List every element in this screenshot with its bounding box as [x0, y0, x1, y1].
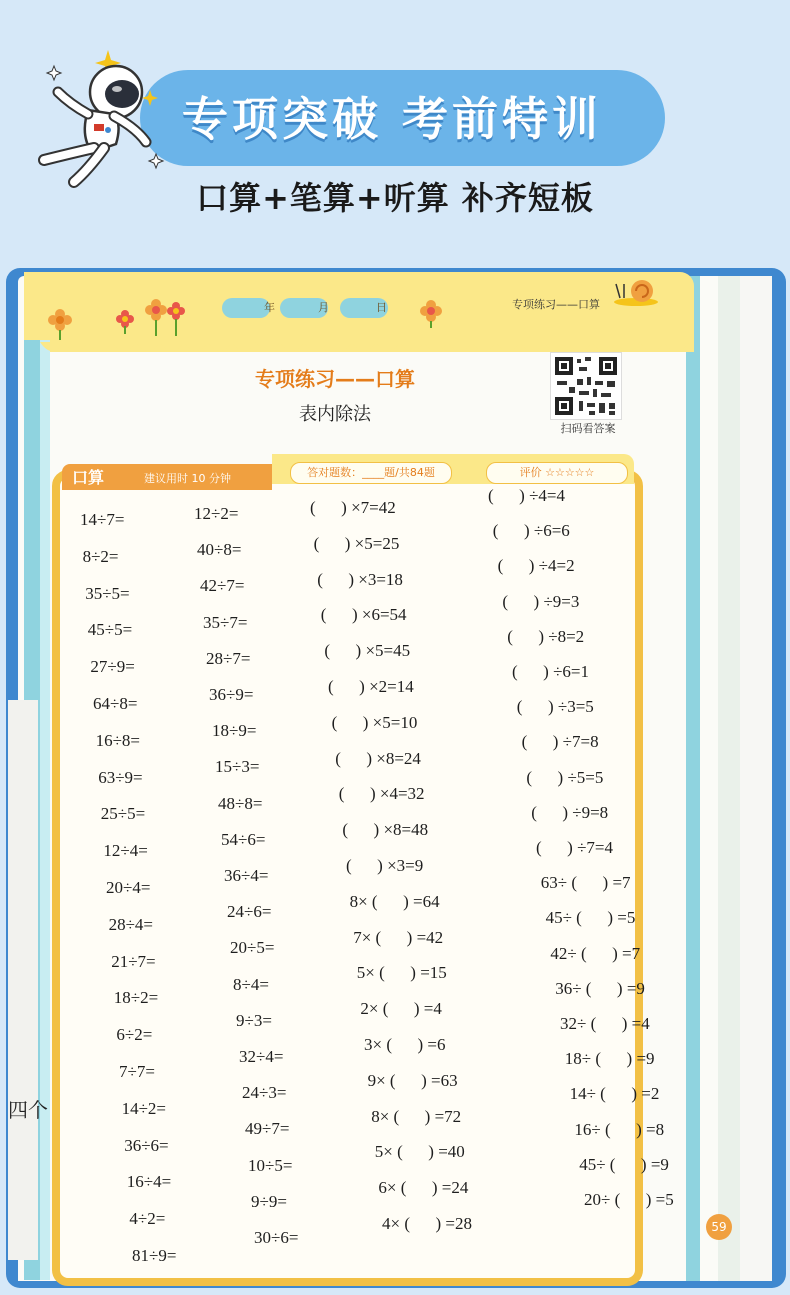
- math-problem[interactable]: 28÷7=: [206, 648, 251, 668]
- math-problem[interactable]: ( ) ÷9=8: [531, 802, 609, 822]
- suggested-time: 建议用时 10 分钟: [144, 472, 231, 485]
- math-problem[interactable]: ( ) ÷8=2: [507, 626, 585, 646]
- math-problem[interactable]: 36÷4=: [224, 866, 269, 885]
- math-problem[interactable]: 9× ( ) =63: [367, 1070, 458, 1090]
- math-problem[interactable]: 5× ( ) =15: [356, 963, 447, 983]
- math-problem[interactable]: 30÷6=: [254, 1228, 299, 1247]
- math-problem[interactable]: 48÷8=: [218, 793, 263, 813]
- math-problem[interactable]: ( ) ×3=9: [346, 856, 424, 875]
- math-problem[interactable]: 18÷9=: [212, 721, 257, 741]
- math-problem[interactable]: 20÷ ( ) =5: [584, 1190, 674, 1209]
- hero-subtitle: 口算+笔算+听算 补齐短板: [196, 179, 594, 217]
- math-problem[interactable]: 18÷2=: [113, 988, 159, 1008]
- math-problem[interactable]: ( ) ×6=54: [320, 605, 407, 625]
- math-problem[interactable]: 35÷5=: [85, 583, 130, 603]
- math-problem[interactable]: ( ) ÷6=6: [492, 521, 570, 541]
- math-problem[interactable]: ( ) ÷4=4: [488, 486, 565, 505]
- month-label: 月: [318, 301, 329, 314]
- math-problem[interactable]: 8÷4=: [233, 974, 269, 994]
- math-problem[interactable]: 32÷4=: [239, 1047, 284, 1066]
- math-problem[interactable]: 45÷ ( ) =9: [579, 1154, 669, 1174]
- math-problem[interactable]: 63÷ ( ) =7: [540, 873, 631, 893]
- math-problem[interactable]: 35÷7=: [203, 612, 248, 632]
- math-problem[interactable]: ( ) ×7=42: [310, 498, 396, 517]
- overlapping-page-text: 四个: [8, 1098, 48, 1122]
- math-problem[interactable]: 12÷4=: [103, 841, 148, 861]
- math-problem[interactable]: ( ) ×8=24: [335, 748, 421, 768]
- math-problem[interactable]: 24÷6=: [227, 902, 272, 922]
- math-problem[interactable]: 9÷9=: [251, 1191, 287, 1211]
- math-problem[interactable]: 8× ( ) =64: [349, 891, 440, 911]
- math-problem[interactable]: ( ) ÷3=5: [516, 697, 594, 717]
- math-problem[interactable]: ( ) ×2=14: [328, 677, 414, 696]
- math-problem[interactable]: 6× ( ) =24: [378, 1178, 469, 1198]
- rating-stars: 评价 ☆☆☆☆☆: [486, 462, 628, 484]
- math-problem[interactable]: 45÷ ( ) =5: [545, 908, 636, 928]
- math-problem[interactable]: 14÷7=: [80, 510, 125, 529]
- math-problem[interactable]: 40÷8=: [197, 540, 242, 560]
- math-problem[interactable]: ( ) ÷9=3: [502, 591, 580, 611]
- math-problem[interactable]: 20÷4=: [106, 878, 151, 897]
- day-label: 日: [376, 301, 387, 314]
- math-problem[interactable]: 36÷6=: [124, 1135, 169, 1155]
- math-problem[interactable]: 8× ( ) =72: [371, 1106, 462, 1126]
- math-problem[interactable]: 14÷ ( ) =2: [569, 1084, 660, 1104]
- math-problem[interactable]: ( ) ÷6=1: [512, 662, 589, 681]
- math-problem[interactable]: 12÷2=: [194, 504, 239, 523]
- math-problem[interactable]: ( ) ÷7=4: [536, 838, 613, 857]
- math-problem[interactable]: 9÷3=: [236, 1010, 272, 1030]
- math-problem[interactable]: ( ) ×5=10: [331, 712, 418, 732]
- math-problem[interactable]: 21÷7=: [111, 951, 156, 971]
- math-problem[interactable]: 81÷9=: [132, 1246, 177, 1265]
- math-problem[interactable]: 5× ( ) =40: [374, 1142, 465, 1162]
- math-problem[interactable]: 7÷7=: [119, 1062, 155, 1081]
- math-problem[interactable]: 8÷2=: [82, 546, 119, 566]
- math-problem[interactable]: 28÷4=: [108, 914, 154, 934]
- math-problem[interactable]: 64÷8=: [93, 694, 138, 713]
- math-problem[interactable]: 25÷5=: [100, 804, 146, 824]
- math-problem[interactable]: 4× ( ) =28: [382, 1214, 472, 1233]
- math-problem[interactable]: 24÷3=: [242, 1083, 287, 1103]
- math-problem[interactable]: 54÷6=: [221, 829, 266, 849]
- math-problem[interactable]: 6÷2=: [116, 1025, 153, 1045]
- math-problem[interactable]: ( ) ÷4=2: [497, 556, 575, 576]
- math-problem[interactable]: 16÷4=: [126, 1172, 172, 1192]
- header-section-label: 专项练习——口算: [512, 298, 600, 311]
- math-problem[interactable]: 36÷9=: [209, 685, 254, 704]
- math-problem[interactable]: 63÷9=: [98, 767, 143, 787]
- math-problem[interactable]: 15÷3=: [215, 757, 260, 777]
- math-problem[interactable]: 20÷5=: [230, 938, 275, 958]
- math-problem[interactable]: 42÷ ( ) =7: [550, 943, 641, 963]
- math-problem[interactable]: ( ) ×5=45: [324, 641, 411, 661]
- math-problem[interactable]: 3× ( ) =6: [364, 1035, 446, 1054]
- page-subtitle: 表内除法: [299, 404, 371, 425]
- math-problem[interactable]: ( ) ÷5=5: [526, 767, 604, 787]
- hero-title: 专项突破 考前特训: [182, 92, 603, 146]
- exercise-type-label: 口算: [72, 468, 105, 487]
- math-problem[interactable]: 45÷5=: [87, 620, 133, 640]
- math-problem[interactable]: 16÷8=: [95, 730, 141, 750]
- math-problem[interactable]: 2× ( ) =4: [360, 999, 442, 1019]
- math-problem[interactable]: 18÷ ( ) =9: [564, 1049, 655, 1069]
- math-problem[interactable]: 10÷5=: [248, 1155, 293, 1175]
- math-problem[interactable]: 7× ( ) =42: [353, 927, 444, 947]
- math-problem[interactable]: 49÷7=: [245, 1119, 290, 1139]
- math-problem[interactable]: 4÷2=: [129, 1209, 166, 1229]
- year-label: 年: [264, 301, 275, 314]
- page-number: 59: [706, 1214, 732, 1240]
- qr-caption: 扫码看答案: [560, 422, 616, 435]
- math-problem[interactable]: ( ) ×8=48: [342, 820, 429, 840]
- correct-count: 答对题数：____题/共84题: [290, 462, 452, 484]
- math-problem[interactable]: 14÷2=: [121, 1098, 167, 1118]
- math-problem[interactable]: ( ) ÷7=8: [521, 732, 599, 752]
- math-problem[interactable]: 36÷ ( ) =9: [555, 978, 645, 998]
- math-problem[interactable]: 42÷7=: [200, 576, 245, 596]
- math-problem[interactable]: 32÷ ( ) =4: [560, 1014, 650, 1033]
- math-problem[interactable]: ( ) ×3=18: [317, 569, 403, 589]
- math-problem[interactable]: ( ) ×4=32: [338, 784, 425, 804]
- math-problem[interactable]: 16÷ ( ) =8: [574, 1119, 665, 1139]
- math-problem[interactable]: 27÷9=: [90, 657, 135, 677]
- page-title: 专项练习——口算: [255, 367, 415, 391]
- math-problem[interactable]: ( ) ×5=25: [313, 533, 400, 553]
